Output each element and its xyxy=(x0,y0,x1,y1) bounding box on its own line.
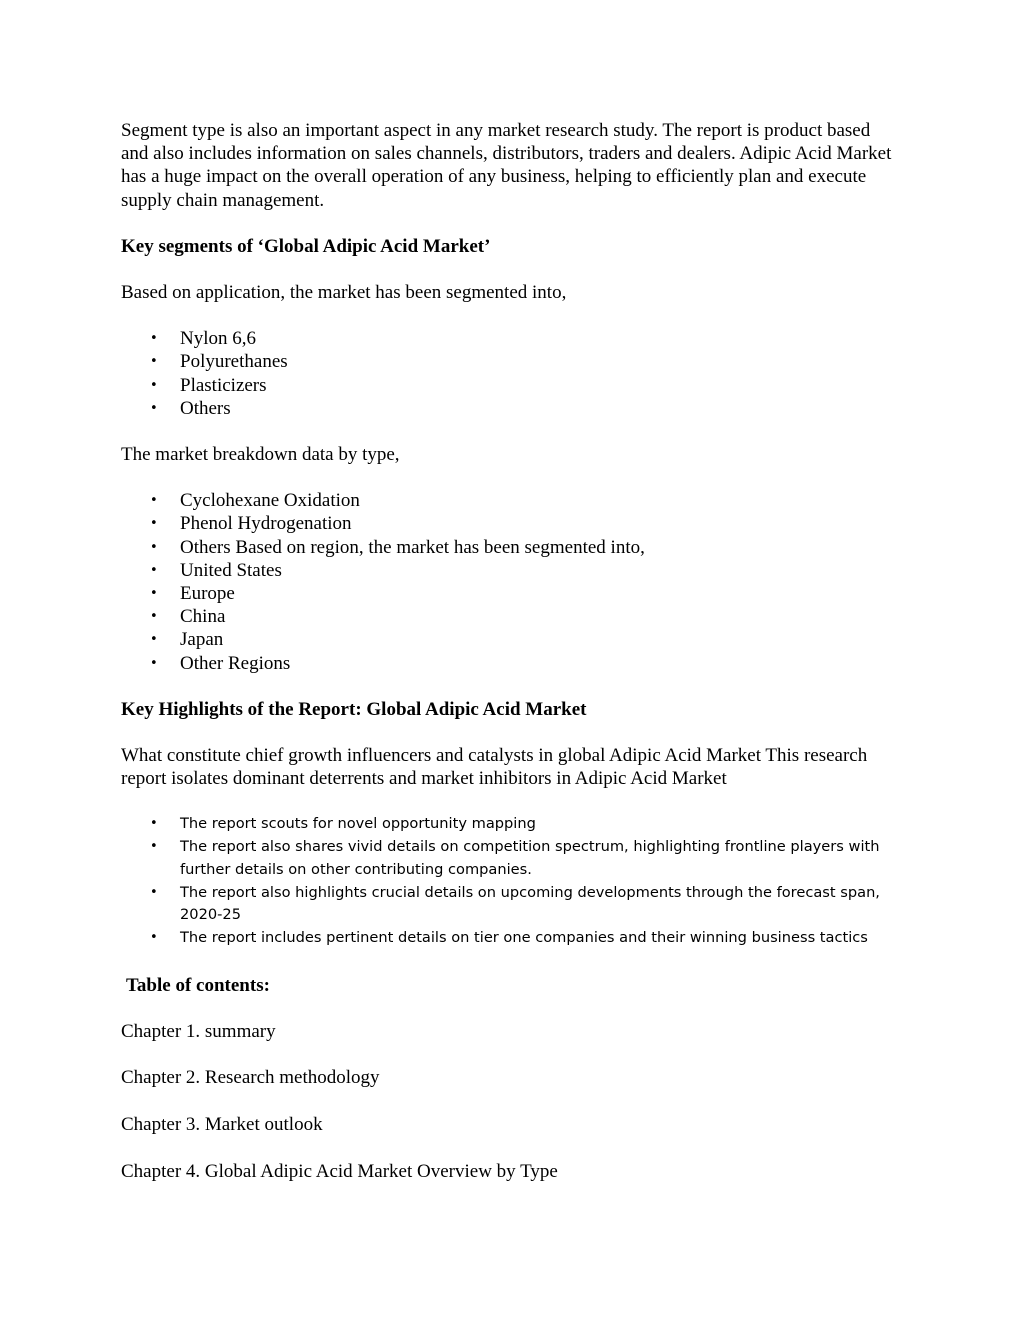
toc-chapter-2: Chapter 2. Research methodology xyxy=(121,1067,380,1089)
highlights-intro: What constitute chief growth influencers and catalysts in global Adipic Acid Market This research report isolates dominant deterrents and market inhibitors in Adipic Acid Market xyxy=(121,745,868,790)
bullet-icon: • xyxy=(150,331,158,347)
list-item: • China xyxy=(150,606,226,628)
bullet-icon: • xyxy=(150,816,158,832)
list-item: • The report includes pertinent details on tier one companies and their winning business tactics xyxy=(121,927,901,950)
document-page xyxy=(121,119,901,1206)
toc-chapter-1: Chapter 1. summary xyxy=(121,1020,276,1042)
bullet-icon: • xyxy=(150,377,158,393)
list-item: • Plasticizers xyxy=(150,374,267,396)
type-intro: The market breakdown data by type, xyxy=(121,444,400,466)
list-item: • United States xyxy=(150,559,282,581)
bullet-icon: • xyxy=(150,586,158,602)
bullet-icon: • xyxy=(150,493,158,509)
bullet-icon: • xyxy=(150,655,158,671)
highlights-heading: Key Highlights of the Report: Global Adipic Acid Market xyxy=(121,698,587,720)
list-item: • The report also highlights crucial details on upcoming developments through the forecast span, 2020-25 xyxy=(150,883,880,924)
list-item: • The report scouts for novel opportunity mapping xyxy=(121,813,901,836)
bullet-icon: • xyxy=(150,839,158,855)
application-intro: Based on application, the market has been segmented into, xyxy=(121,282,567,304)
toc-chapter-4: Chapter 4. Global Adipic Acid Market Overview by Type xyxy=(121,1160,558,1182)
list-item: • Europe xyxy=(150,583,235,605)
toc-heading: Table of contents: xyxy=(126,974,270,996)
segments-heading: Key segments of ‘Global Adipic Acid Market’ xyxy=(121,235,491,257)
list-item: • The report also shares vivid details on competition spectrum, highlighting frontline players with further details on other contributing companies. xyxy=(150,838,880,878)
list-item: • Nylon 6,6 xyxy=(150,328,256,350)
bullet-icon: • xyxy=(150,354,158,370)
bullet-icon: • xyxy=(150,400,158,416)
list-item: • Other Regions xyxy=(150,652,291,674)
bullet-icon: • xyxy=(150,609,158,625)
toc-chapter-3: Chapter 3. Market outlook xyxy=(121,1114,323,1136)
list-item: • Phenol Hydrogenation xyxy=(150,513,352,535)
type-list xyxy=(121,489,901,675)
highlights-list xyxy=(121,813,901,949)
bullet-icon: • xyxy=(150,562,158,578)
application-list xyxy=(121,327,901,420)
list-item: • Japan xyxy=(150,629,224,651)
intro-paragraph: Segment type is also an important aspect in any market research study. The report is product based and also includes information on sales channels, distributors, traders and dealers. Adipic Acid Market has a huge impact on the overall operation of any business, helping to efficiently plan and execute supply chain management. xyxy=(121,120,892,211)
list-item: • Others xyxy=(150,397,231,419)
bullet-icon: • xyxy=(150,516,158,532)
bullet-icon: • xyxy=(150,929,158,945)
list-item: • Polyurethanes xyxy=(150,351,288,373)
list-item: • Cyclohexane Oxidation xyxy=(150,490,360,512)
list-item: • Others Based on region, the market has been segmented into, xyxy=(150,536,645,558)
bullet-icon: • xyxy=(150,632,158,648)
bullet-icon: • xyxy=(150,884,158,900)
bullet-icon: • xyxy=(150,539,158,555)
